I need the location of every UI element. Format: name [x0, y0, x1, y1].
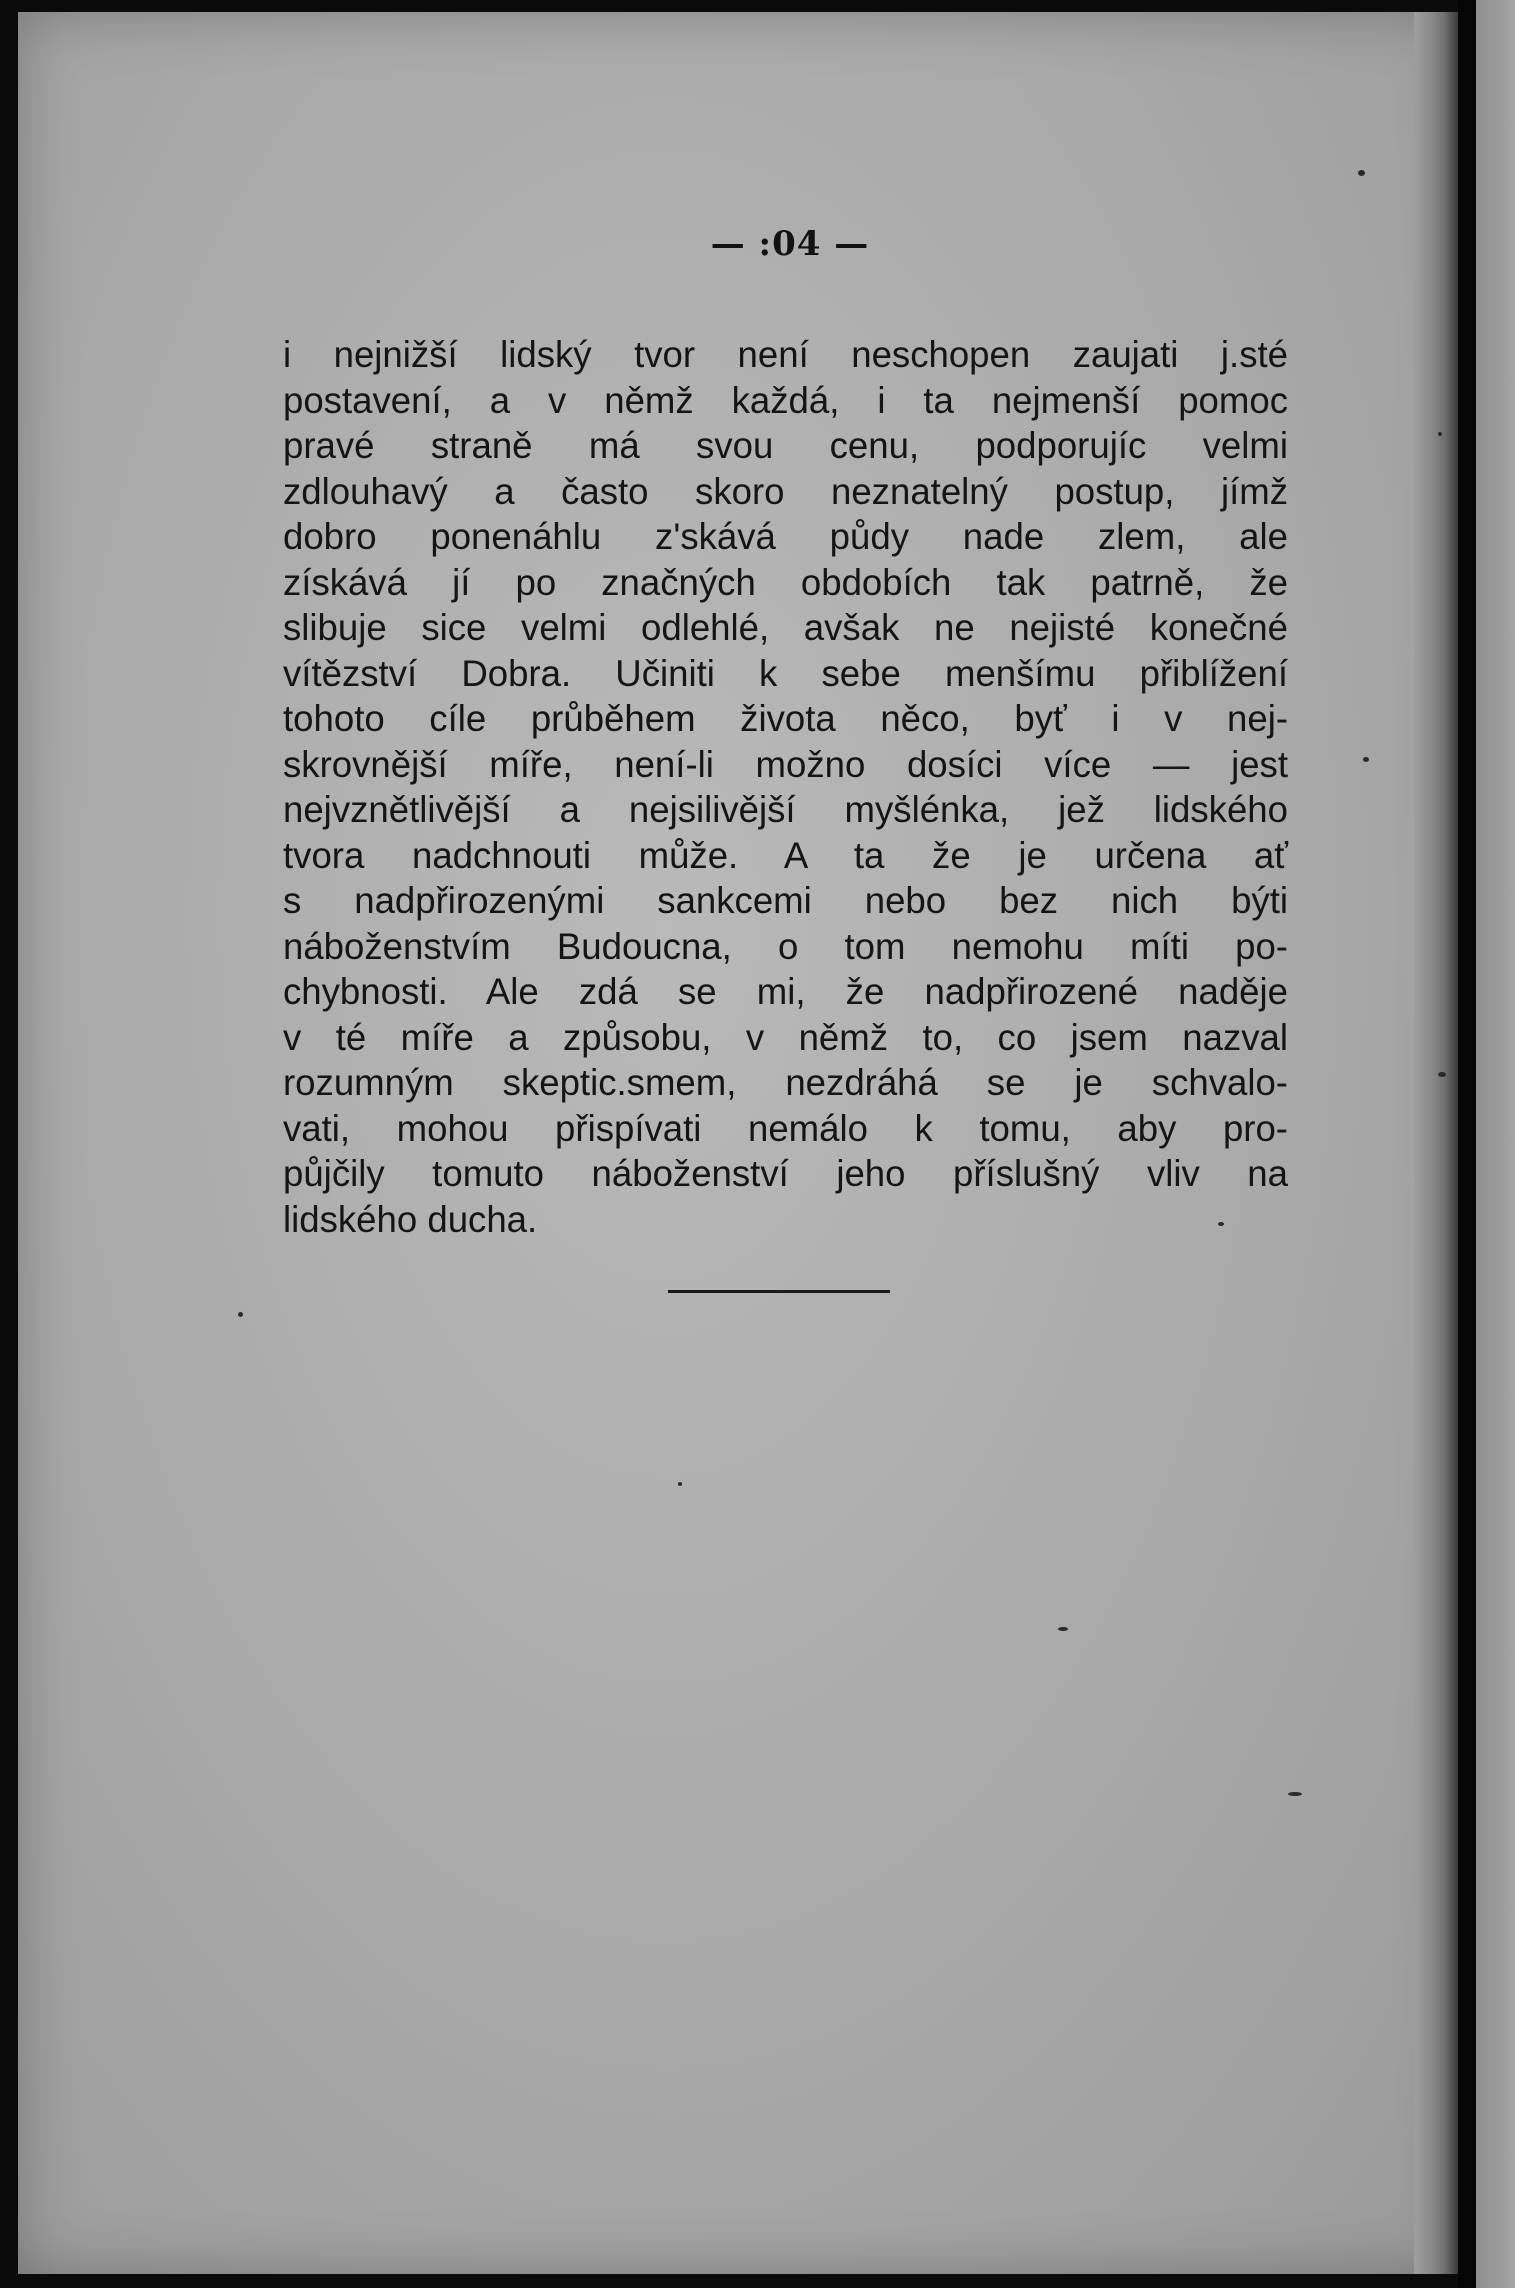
- binding-gutter: [1458, 0, 1476, 2288]
- text-line: i nejnižší lidský tvor není neschopen zaujati j.sté: [283, 334, 1288, 375]
- text-line: slibuje sice velmi odlehlé, avšak ne nejisté konečné: [283, 607, 1288, 648]
- dust-speck: [1438, 432, 1442, 436]
- dust-speck: [1438, 1072, 1446, 1077]
- text-line: lidského ducha.: [283, 1198, 538, 1240]
- text-line: dobro ponenáhlu z'skává půdy nade zlem, ale: [283, 516, 1288, 557]
- text-line: postavení, a v němž každá, i ta nejmenší pomoc: [283, 379, 1288, 421]
- dust-speck: [1363, 757, 1369, 762]
- text-line: tvora nadchnouti může. A ta že je určena ať: [283, 834, 1288, 876]
- text-line: skrovnější míře, není-li možno dosíci více — jest: [283, 743, 1288, 785]
- section-end-rule: [668, 1290, 890, 1293]
- dust-speck: [238, 1312, 243, 1317]
- text-line: půjčily tomuto náboženství jeho příslušný vliv na: [283, 1153, 1288, 1194]
- dust-speck: [1288, 1792, 1302, 1796]
- text-line: vati, mohou přispívati nemálo k tomu, aby pro-: [283, 1107, 1288, 1149]
- page-number: — :04 —: [710, 224, 870, 264]
- text-line: rozumným skeptic.smem, nezdráhá se je schvalo-: [283, 1062, 1288, 1103]
- text-line: náboženstvím Budoucna, o tom nemohu míti po-: [283, 925, 1288, 967]
- text-line: zdlouhavý a často skoro neznatelný postup, jímž: [283, 470, 1288, 512]
- text-line: nejvznětlivější a nejsilivější myšlénka, jež lidského: [283, 789, 1288, 830]
- text-line: s nadpřirozenými sankcemi nebo bez nich býti: [283, 880, 1288, 921]
- body-paragraph: [283, 332, 1288, 1242]
- text-line: pravé straně má svou cenu, podporujíc velmi: [283, 425, 1288, 466]
- text-line: získává jí po značných obdobích tak patrně, že: [283, 561, 1288, 603]
- text-line: tohoto cíle průběhem života něco, byť i v nej-: [283, 698, 1288, 739]
- dust-speck: [1358, 170, 1365, 176]
- dust-speck: [678, 1482, 682, 1486]
- dust-speck: [1058, 1627, 1068, 1631]
- text-line: chybnosti. Ale zdá se mi, že nadpřirozené naděje: [283, 971, 1288, 1012]
- page-binding-shadow: [1414, 12, 1458, 2274]
- text-line: v té míře a způsobu, v němž to, co jsem nazval: [283, 1016, 1288, 1058]
- text-line: vítězství Dobra. Učiniti k sebe menšímu přiblížení: [283, 652, 1288, 694]
- adjacent-page-edge: [1476, 0, 1515, 2288]
